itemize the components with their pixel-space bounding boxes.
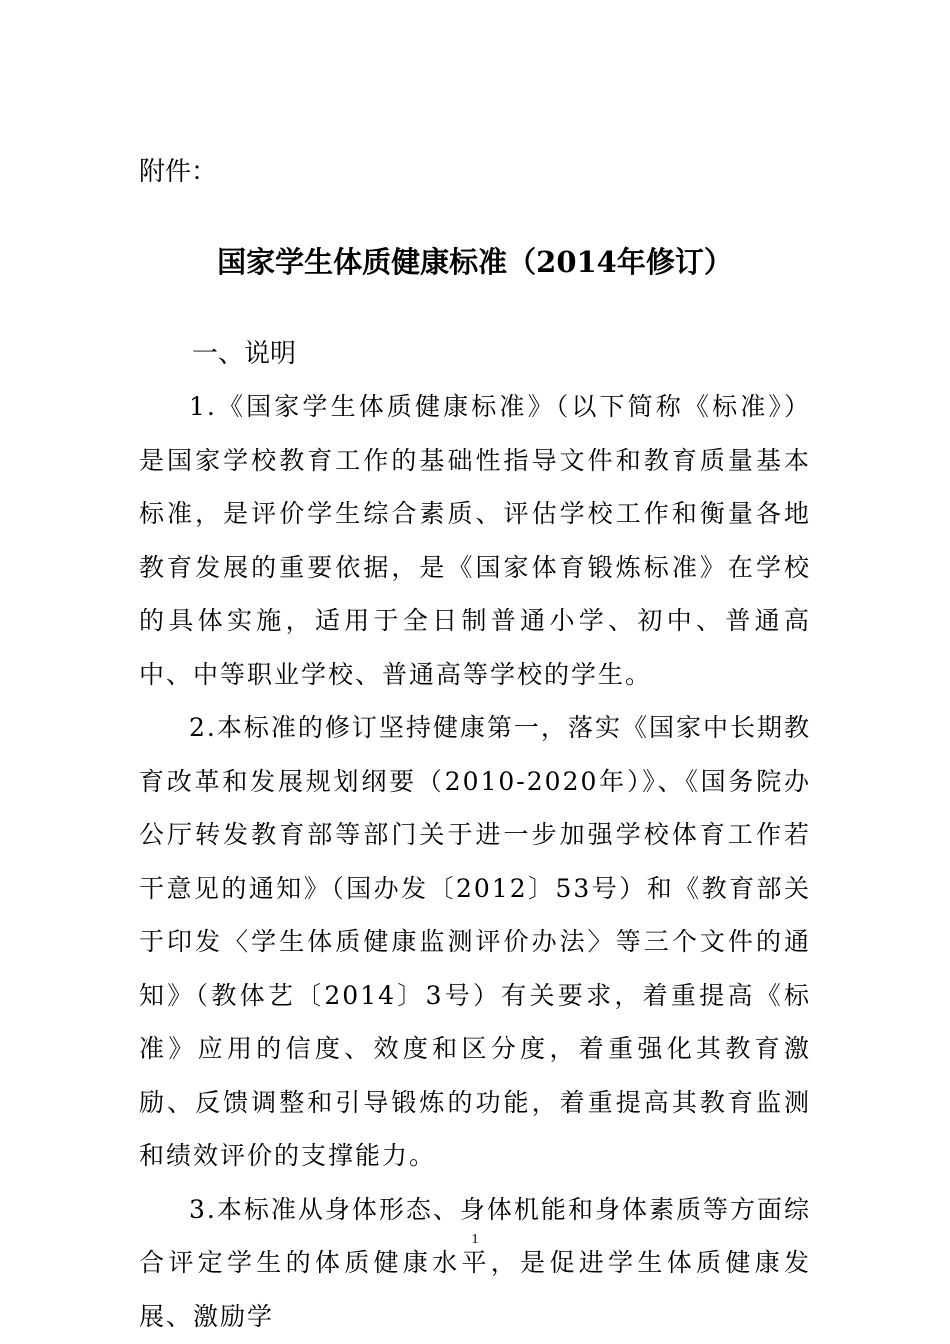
paragraph-1: 1.《国家学生体质健康标准》（以下简称《标准》）是国家学校教育工作的基础性指导文件和教育质量基本标准，是评价学生综合素质、评估学校工作和衡量各地教育发展的重要依据，是《国家体育锻炼标准》在学校的具体实施，适用于全日制普通小学、初中、普通高中、中等职业学校、普通高等学校的学生。	[139, 392, 811, 689]
body-text	[139, 380, 811, 1343]
document-title: 国家学生体质健康标准（2014年修订）	[217, 245, 733, 279]
paragraph-3: 3.本标准从身体形态、身体机能和身体素质等方面综合评定学生的体质健康水平，是促进学生体质健康发展、激励学	[139, 1194, 811, 1331]
paragraph-2: 2.本标准的修订坚持健康第一，落实《国家中长期教育改革和发展规划纲要（2010-2020年）》、《国务院办公厅转发教育部等部门关于进一步加强学校体育工作若干意见的通知》（国办发〔2012〕53号）和《教育部关于印发〈学生体质健康监测评价办法〉等三个文件的通知》（教体艺〔2014〕3号）有关要求，着重提高《标准》应用的信度、效度和区分度，着重强化其教育激励、反馈调整和引导锻炼的功能，着重提高其教育监测和绩效评价的支撑能力。	[139, 713, 811, 1170]
attachment-label: 附件：	[139, 157, 218, 187]
section-heading: 一、说明	[192, 339, 297, 369]
page-number: 1	[471, 1232, 479, 1247]
